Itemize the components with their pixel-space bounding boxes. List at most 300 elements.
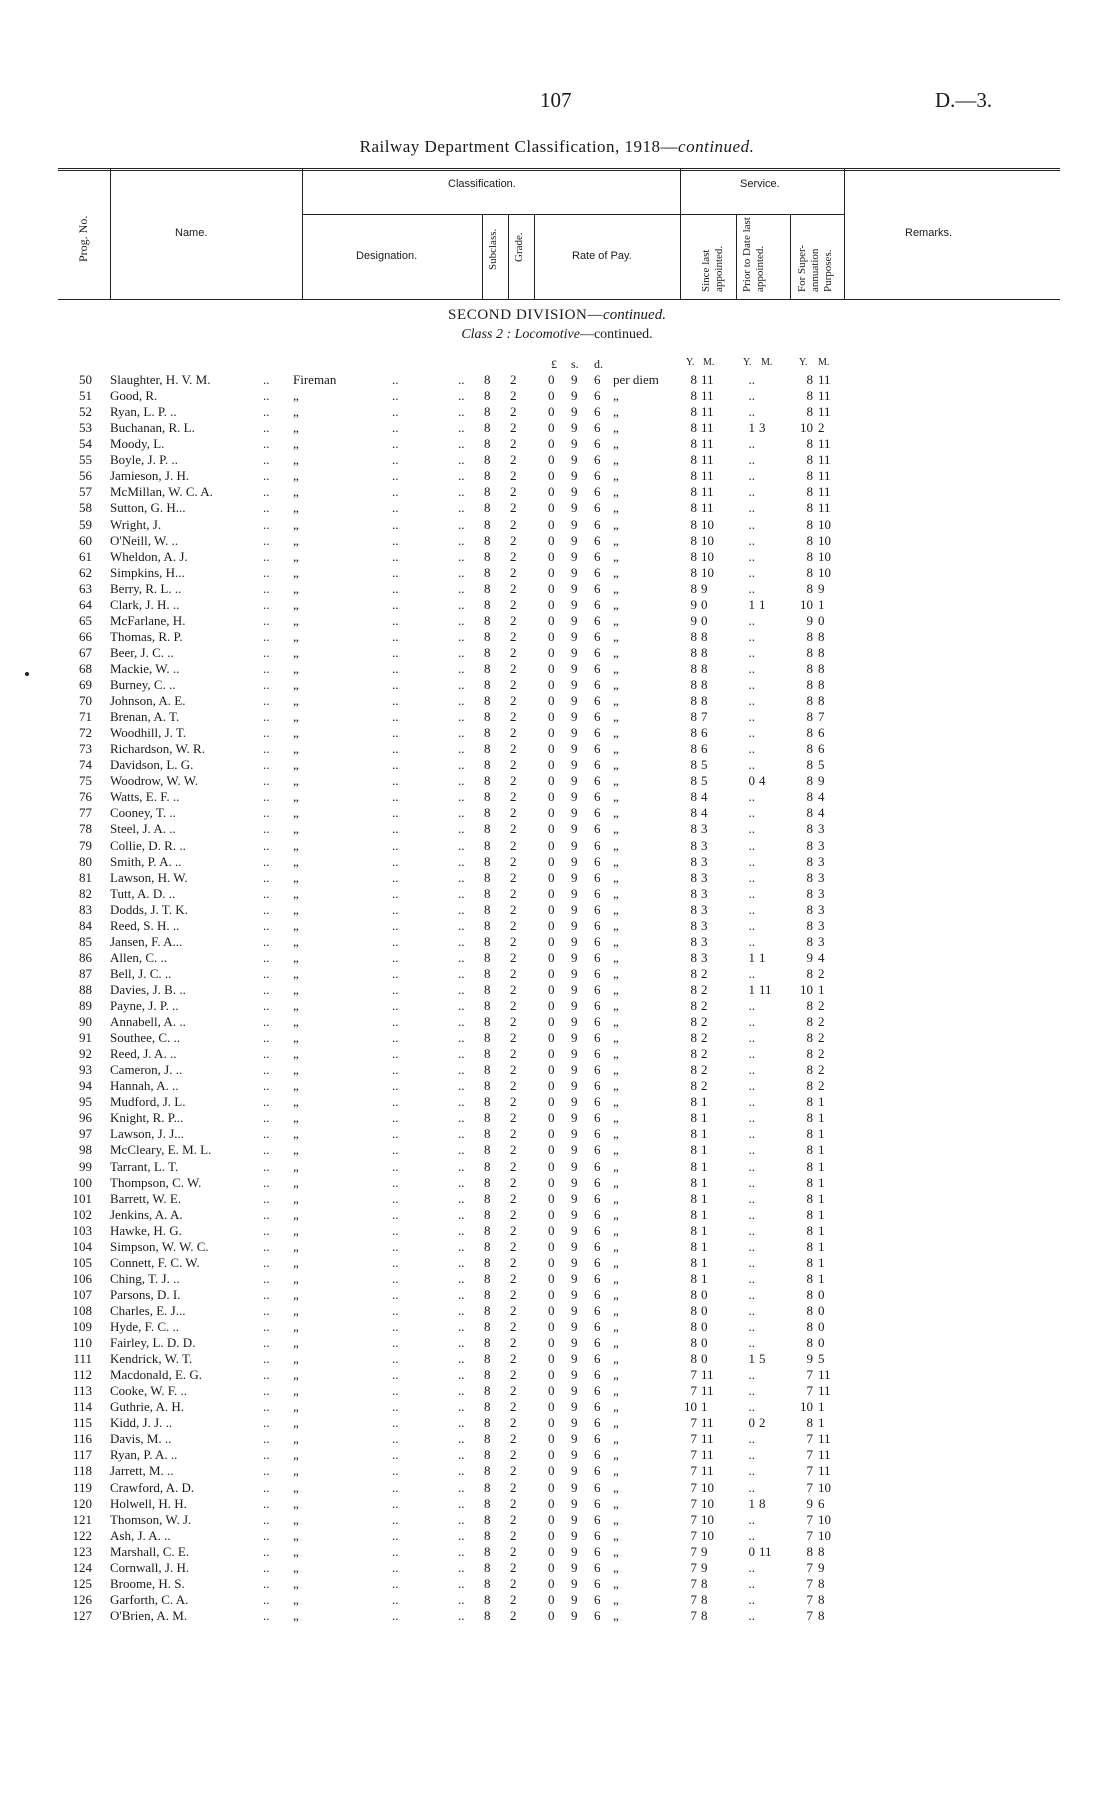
- grade-cell: 2: [510, 1351, 517, 1367]
- leader-dots: ..: [392, 1238, 399, 1254]
- super-months-cell: 9: [818, 1559, 825, 1575]
- subclass-cell: 8: [484, 436, 491, 452]
- name-cell: Wheldon, A. J.: [110, 548, 188, 564]
- subclass-cell: 8: [484, 1527, 491, 1543]
- since-months-cell: 4: [701, 805, 708, 821]
- leader-dots: ..: [392, 1383, 399, 1399]
- super-months-cell: 10: [818, 564, 831, 580]
- table-row: [0, 757, 1114, 773]
- leader-dots: ..: [392, 1126, 399, 1142]
- super-years-cell: 8: [806, 500, 813, 516]
- since-months-cell: 8: [701, 1591, 708, 1607]
- header-bottom-rule: [58, 299, 1060, 300]
- pay-unit-cell: „: [613, 949, 619, 965]
- subclass-cell: 8: [484, 1511, 491, 1527]
- pay-pence-cell: 6: [594, 532, 601, 548]
- since-years-cell: 7: [690, 1607, 697, 1623]
- leader-dots: ..: [392, 917, 399, 933]
- subclass-cell: 8: [484, 725, 491, 741]
- pay-pounds-cell: 0: [548, 452, 555, 468]
- since-months-cell: 0: [701, 1351, 708, 1367]
- designation-cell: „: [293, 1415, 299, 1431]
- pay-pence-cell: 6: [594, 372, 601, 387]
- grade-cell: 2: [510, 789, 517, 805]
- table-row: [0, 966, 1114, 982]
- leader-dots: ..: [458, 981, 465, 997]
- pay-pence-cell: 6: [594, 500, 601, 516]
- since-years-cell: 8: [690, 998, 697, 1013]
- page-number: 107: [540, 88, 572, 112]
- leader-dots: ..: [263, 901, 270, 917]
- table-row: [0, 565, 1114, 581]
- prog-no-cell: 61: [79, 548, 92, 564]
- prog-no-cell: 92: [79, 1046, 92, 1062]
- prior-months-cell: 1: [759, 949, 766, 965]
- leader-dots: ..: [392, 1607, 399, 1623]
- pay-pence-cell: 6: [594, 1078, 601, 1094]
- since-months-cell: 0: [701, 612, 708, 628]
- name-cell: McMillan, W. C. A.: [110, 484, 213, 500]
- super-months-cell: 11: [818, 388, 831, 404]
- grade-cell: 2: [510, 1222, 517, 1238]
- prior-years-cell: ..: [748, 1399, 755, 1415]
- super-months-cell: 10: [818, 1527, 831, 1543]
- name-cell: Garforth, C. A.: [110, 1591, 189, 1607]
- pay-pence-cell: 6: [594, 1335, 601, 1350]
- since-years-cell: 8: [690, 436, 697, 452]
- pay-shillings-cell: 9: [571, 725, 578, 741]
- leader-dots: ..: [392, 1431, 399, 1447]
- leader-dots: ..: [263, 1238, 270, 1254]
- class-continued: —continued.: [579, 327, 653, 342]
- prog-no-cell: 57: [79, 484, 92, 500]
- prior-years-cell: ..: [748, 1302, 755, 1318]
- pay-shillings-cell: 9: [571, 1078, 578, 1094]
- pay-unit-cell: „: [613, 1110, 619, 1126]
- subclass-cell: 8: [484, 998, 491, 1013]
- since-years-cell: 8: [690, 933, 697, 949]
- super-months-cell: 1: [818, 1399, 825, 1415]
- subclass-cell: 8: [484, 1174, 491, 1190]
- table-row: [0, 1431, 1114, 1447]
- prog-no-cell: 118: [72, 1463, 92, 1479]
- subclass-cell: 8: [484, 644, 491, 660]
- subclass-cell: 8: [484, 1206, 491, 1222]
- pay-shillings-cell: 9: [571, 500, 578, 516]
- prog-no-cell: 62: [79, 564, 92, 580]
- leader-dots: ..: [263, 1383, 270, 1399]
- leader-dots: ..: [458, 1030, 465, 1046]
- leader-dots: ..: [392, 789, 399, 805]
- pay-pounds-cell: 0: [548, 1383, 555, 1399]
- grade-cell: 2: [510, 372, 517, 387]
- rule-subclass: [508, 214, 509, 299]
- pay-shillings-cell: 9: [571, 1190, 578, 1206]
- designation-cell: „: [293, 1078, 299, 1094]
- subclass-cell: 8: [484, 660, 491, 676]
- super-months-cell: 9: [818, 580, 825, 596]
- super-months-cell: 3: [818, 869, 825, 885]
- designation-cell: „: [293, 596, 299, 612]
- table-row: [0, 821, 1114, 837]
- subclass-cell: 8: [484, 484, 491, 500]
- subclass-cell: 8: [484, 885, 491, 901]
- service-subrule: [680, 214, 844, 215]
- prior-years-cell: ..: [748, 1062, 755, 1078]
- prior-years-cell: ..: [748, 1014, 755, 1029]
- grade-cell: 2: [510, 1431, 517, 1447]
- prog-no-cell: 121: [72, 1511, 92, 1527]
- pay-shillings-cell: 9: [571, 949, 578, 965]
- grade-cell: 2: [510, 1575, 517, 1591]
- pay-shillings-cell: 9: [571, 773, 578, 789]
- designation-cell: „: [293, 709, 299, 724]
- since-months-cell: 10: [701, 1511, 714, 1527]
- leader-dots: ..: [458, 1351, 465, 1367]
- leader-dots: ..: [263, 1479, 270, 1495]
- since-months-cell: 1: [701, 1222, 708, 1238]
- prior-years-cell: ..: [748, 1367, 755, 1383]
- leader-dots: ..: [458, 1302, 465, 1318]
- name-cell: Bell, J. C. ..: [110, 965, 172, 981]
- pay-unit-cell: „: [613, 1527, 619, 1543]
- super-years-cell: 8: [806, 388, 813, 404]
- prog-no-cell: 67: [79, 644, 92, 660]
- super-months-cell: 5: [818, 1351, 825, 1367]
- pay-shillings-cell: 9: [571, 981, 578, 997]
- pay-pounds-cell: 0: [548, 1543, 555, 1559]
- leader-dots: ..: [263, 1078, 270, 1094]
- leader-dots: ..: [263, 1142, 270, 1158]
- since-years-cell: 7: [690, 1479, 697, 1495]
- name-cell: Dodds, J. T. K.: [110, 901, 188, 917]
- pay-pence-cell: 6: [594, 1511, 601, 1527]
- since-years-cell: 8: [690, 709, 697, 724]
- pay-pounds-cell: 0: [548, 981, 555, 997]
- since-years-cell: 8: [690, 1190, 697, 1206]
- pay-pounds-cell: 0: [548, 1415, 555, 1431]
- super-years-cell: 8: [806, 677, 813, 692]
- pay-shillings-cell: 9: [571, 580, 578, 596]
- since-months-cell: 3: [701, 869, 708, 885]
- pay-shillings-cell: 9: [571, 1431, 578, 1447]
- designation-cell: „: [293, 500, 299, 516]
- leader-dots: ..: [263, 1094, 270, 1110]
- pay-pounds-cell: 0: [548, 1142, 555, 1158]
- super-years-cell: 7: [806, 1575, 813, 1591]
- since-years-cell: 8: [690, 1014, 697, 1029]
- super-years-cell: 8: [806, 468, 813, 484]
- prior-years-cell: ..: [748, 677, 755, 692]
- grade-cell: 2: [510, 805, 517, 821]
- pay-pence-cell: 6: [594, 484, 601, 500]
- grade-cell: 2: [510, 837, 517, 853]
- pay-pence-cell: 6: [594, 709, 601, 724]
- prog-no-cell: 113: [72, 1383, 92, 1399]
- leader-dots: ..: [392, 484, 399, 500]
- since-months-cell: 11: [701, 452, 714, 468]
- pay-pence-cell: 6: [594, 1351, 601, 1367]
- pay-pounds-cell: 0: [548, 853, 555, 869]
- prior-years-cell: ..: [748, 500, 755, 516]
- pay-unit-cell: „: [613, 1559, 619, 1575]
- since-months-cell: 2: [701, 1014, 708, 1029]
- prior-years-cell: 1: [748, 981, 755, 997]
- pay-pounds-cell: 0: [548, 1286, 555, 1302]
- grade-cell: 2: [510, 1110, 517, 1126]
- super-years-cell: 8: [806, 709, 813, 724]
- grade-cell: 2: [510, 1046, 517, 1062]
- prog-no-cell: 88: [79, 981, 92, 997]
- since-years-cell: 8: [690, 628, 697, 644]
- since-years-cell: 8: [690, 1142, 697, 1158]
- grade-cell: 2: [510, 949, 517, 965]
- pay-pounds-cell: 0: [548, 644, 555, 660]
- designation-cell: „: [293, 1222, 299, 1238]
- grade-cell: 2: [510, 1479, 517, 1495]
- name-cell: Tutt, A. D. ..: [110, 885, 176, 901]
- leader-dots: ..: [458, 1270, 465, 1286]
- pay-unit-cell: „: [613, 1062, 619, 1078]
- name-cell: Davies, J. B. ..: [110, 981, 186, 997]
- pay-pence-cell: 6: [594, 1254, 601, 1270]
- since-years-cell: 8: [690, 372, 697, 387]
- super-months-cell: 11: [818, 1447, 831, 1463]
- since-months-cell: 0: [701, 1286, 708, 1302]
- subclass-cell: 8: [484, 1142, 491, 1158]
- class-name: Locomotive: [514, 327, 580, 342]
- pay-pounds-cell: 0: [548, 1014, 555, 1029]
- super-months-cell: 8: [818, 1591, 825, 1607]
- pay-pounds-cell: 0: [548, 1030, 555, 1046]
- name-cell: Allen, C. ..: [110, 949, 168, 965]
- grade-cell: 2: [510, 1463, 517, 1479]
- leader-dots: ..: [263, 468, 270, 484]
- pay-pence-cell: 6: [594, 917, 601, 933]
- pay-pounds-cell: 0: [548, 901, 555, 917]
- subclass-cell: 8: [484, 1270, 491, 1286]
- leader-dots: ..: [458, 998, 465, 1013]
- since-months-cell: 3: [701, 917, 708, 933]
- leader-dots: ..: [263, 998, 270, 1013]
- grade-cell: 2: [510, 1302, 517, 1318]
- pay-pence-cell: 6: [594, 1415, 601, 1431]
- header-name: Name.: [175, 227, 208, 239]
- subclass-cell: 8: [484, 789, 491, 805]
- super-months-cell: 0: [818, 612, 825, 628]
- super-months-cell: 1: [818, 1174, 825, 1190]
- super-years-cell: 8: [806, 1206, 813, 1222]
- super-years-cell: 8: [806, 532, 813, 548]
- since-years-cell: 7: [690, 1367, 697, 1383]
- subclass-cell: 8: [484, 709, 491, 724]
- leader-dots: ..: [392, 869, 399, 885]
- name-cell: Cooke, W. F. ..: [110, 1383, 187, 1399]
- since-years-cell: 8: [690, 1030, 697, 1046]
- pay-pence-cell: 6: [594, 1607, 601, 1623]
- leader-dots: ..: [392, 660, 399, 676]
- leader-dots: ..: [392, 741, 399, 757]
- leader-dots: ..: [392, 1174, 399, 1190]
- leader-dots: ..: [458, 773, 465, 789]
- table-row: [0, 1480, 1114, 1496]
- name-cell: Buchanan, R. L.: [110, 420, 195, 436]
- subclass-cell: 8: [484, 1575, 491, 1591]
- pay-pence-cell: 6: [594, 1431, 601, 1447]
- pay-pence-cell: 6: [594, 1527, 601, 1543]
- prog-no-cell: 73: [79, 741, 92, 757]
- table-row: [0, 533, 1114, 549]
- leader-dots: ..: [392, 725, 399, 741]
- since-months-cell: 3: [701, 885, 708, 901]
- leader-dots: ..: [263, 1190, 270, 1206]
- table-row: [0, 1351, 1114, 1367]
- designation-cell: „: [293, 468, 299, 484]
- since-years-cell: 8: [690, 388, 697, 404]
- since-years-cell: 8: [690, 1238, 697, 1254]
- pay-pounds-cell: 0: [548, 917, 555, 933]
- prior-months-cell: 8: [759, 1495, 766, 1511]
- pay-unit-cell: „: [613, 500, 619, 516]
- pay-unit-cell: „: [613, 998, 619, 1013]
- pay-shillings-cell: 9: [571, 1399, 578, 1415]
- pay-pence-cell: 6: [594, 1575, 601, 1591]
- pay-shillings-cell: 9: [571, 1094, 578, 1110]
- pay-shillings-cell: 9: [571, 1142, 578, 1158]
- super-years-cell: 8: [806, 628, 813, 644]
- since-years-cell: 10: [684, 1399, 697, 1415]
- pay-unit-cell: „: [613, 1158, 619, 1174]
- pay-unit-cell: „: [613, 1335, 619, 1350]
- subclass-cell: 8: [484, 1030, 491, 1046]
- pay-unit-cell: „: [613, 388, 619, 404]
- table-row: [0, 549, 1114, 565]
- super-months-cell: 10: [818, 516, 831, 532]
- designation-cell: „: [293, 532, 299, 548]
- leader-dots: ..: [392, 1286, 399, 1302]
- leader-dots: ..: [458, 1014, 465, 1029]
- pay-pounds-cell: 0: [548, 1367, 555, 1383]
- name-cell: Good, R.: [110, 388, 158, 404]
- since-months-cell: 11: [701, 388, 714, 404]
- pay-pounds-cell: 0: [548, 436, 555, 452]
- subclass-cell: 8: [484, 949, 491, 965]
- pay-pence-cell: 6: [594, 1367, 601, 1383]
- pay-shillings-cell: 9: [571, 741, 578, 757]
- designation-cell: „: [293, 1062, 299, 1078]
- pay-shillings-cell: 9: [571, 1463, 578, 1479]
- table-row: [0, 1030, 1114, 1046]
- prog-no-cell: 77: [79, 805, 92, 821]
- subclass-cell: 8: [484, 741, 491, 757]
- prog-no-cell: 117: [72, 1447, 92, 1463]
- table-row: [0, 629, 1114, 645]
- leader-dots: ..: [458, 1527, 465, 1543]
- super-years-cell: 8: [806, 1094, 813, 1110]
- pay-shillings-cell: 9: [571, 1415, 578, 1431]
- subclass-cell: 8: [484, 757, 491, 773]
- since-years-cell: 8: [690, 1158, 697, 1174]
- pay-unit-cell: „: [613, 420, 619, 436]
- leader-dots: ..: [263, 1431, 270, 1447]
- pay-pence-cell: 6: [594, 1222, 601, 1238]
- super-years-cell: 7: [806, 1367, 813, 1383]
- table-row: [0, 1447, 1114, 1463]
- designation-cell: „: [293, 773, 299, 789]
- unit-since-month: M.: [703, 357, 715, 368]
- pay-unit-cell: „: [613, 1142, 619, 1158]
- table-row: [0, 1592, 1114, 1608]
- leader-dots: ..: [263, 1335, 270, 1350]
- since-years-cell: 8: [690, 1335, 697, 1350]
- prior-years-cell: ..: [748, 853, 755, 869]
- prog-no-cell: 108: [72, 1302, 92, 1318]
- leader-dots: ..: [392, 1062, 399, 1078]
- leader-dots: ..: [458, 1383, 465, 1399]
- pay-pounds-cell: 0: [548, 1174, 555, 1190]
- name-cell: Fairley, L. D. D.: [110, 1335, 196, 1350]
- pay-pence-cell: 6: [594, 998, 601, 1013]
- pay-shillings-cell: 9: [571, 564, 578, 580]
- table-row: [0, 709, 1114, 725]
- pay-pence-cell: 6: [594, 741, 601, 757]
- name-cell: Steel, J. A. ..: [110, 821, 176, 837]
- subclass-cell: 8: [484, 1495, 491, 1511]
- designation-cell: „: [293, 644, 299, 660]
- super-months-cell: 6: [818, 741, 825, 757]
- name-cell: Payne, J. P. ..: [110, 998, 179, 1013]
- since-months-cell: 8: [701, 1607, 708, 1623]
- pay-shillings-cell: 9: [571, 1126, 578, 1142]
- prior-years-cell: ..: [748, 1527, 755, 1543]
- leader-dots: ..: [458, 644, 465, 660]
- designation-cell: „: [293, 516, 299, 532]
- pay-pounds-cell: 0: [548, 1094, 555, 1110]
- super-years-cell: 8: [806, 1415, 813, 1431]
- leader-dots: ..: [392, 1270, 399, 1286]
- since-months-cell: 0: [701, 1319, 708, 1334]
- table-row: [0, 1239, 1114, 1255]
- pay-pence-cell: 6: [594, 1302, 601, 1318]
- leader-dots: ..: [458, 1367, 465, 1383]
- name-cell: Ryan, P. A. ..: [110, 1447, 178, 1463]
- prior-years-cell: ..: [748, 1046, 755, 1062]
- table-row: [0, 661, 1114, 677]
- leader-dots: ..: [263, 837, 270, 853]
- table-row: [0, 468, 1114, 484]
- since-years-cell: 8: [690, 725, 697, 741]
- leader-dots: ..: [263, 420, 270, 436]
- pay-pounds-cell: 0: [548, 1270, 555, 1286]
- designation-cell: „: [293, 1511, 299, 1527]
- super-months-cell: 1: [818, 1094, 825, 1110]
- pay-pounds-cell: 0: [548, 1158, 555, 1174]
- designation-cell: „: [293, 580, 299, 596]
- leader-dots: ..: [263, 1447, 270, 1463]
- leader-dots: ..: [263, 564, 270, 580]
- super-years-cell: 8: [806, 965, 813, 981]
- pay-shillings-cell: 9: [571, 452, 578, 468]
- pay-shillings-cell: 9: [571, 1559, 578, 1575]
- subclass-cell: 8: [484, 1351, 491, 1367]
- grade-cell: 2: [510, 436, 517, 452]
- designation-cell: „: [293, 757, 299, 773]
- subclass-cell: 8: [484, 1447, 491, 1463]
- since-months-cell: 8: [701, 628, 708, 644]
- since-years-cell: 8: [690, 516, 697, 532]
- table-row: [0, 436, 1114, 452]
- designation-cell: „: [293, 1254, 299, 1270]
